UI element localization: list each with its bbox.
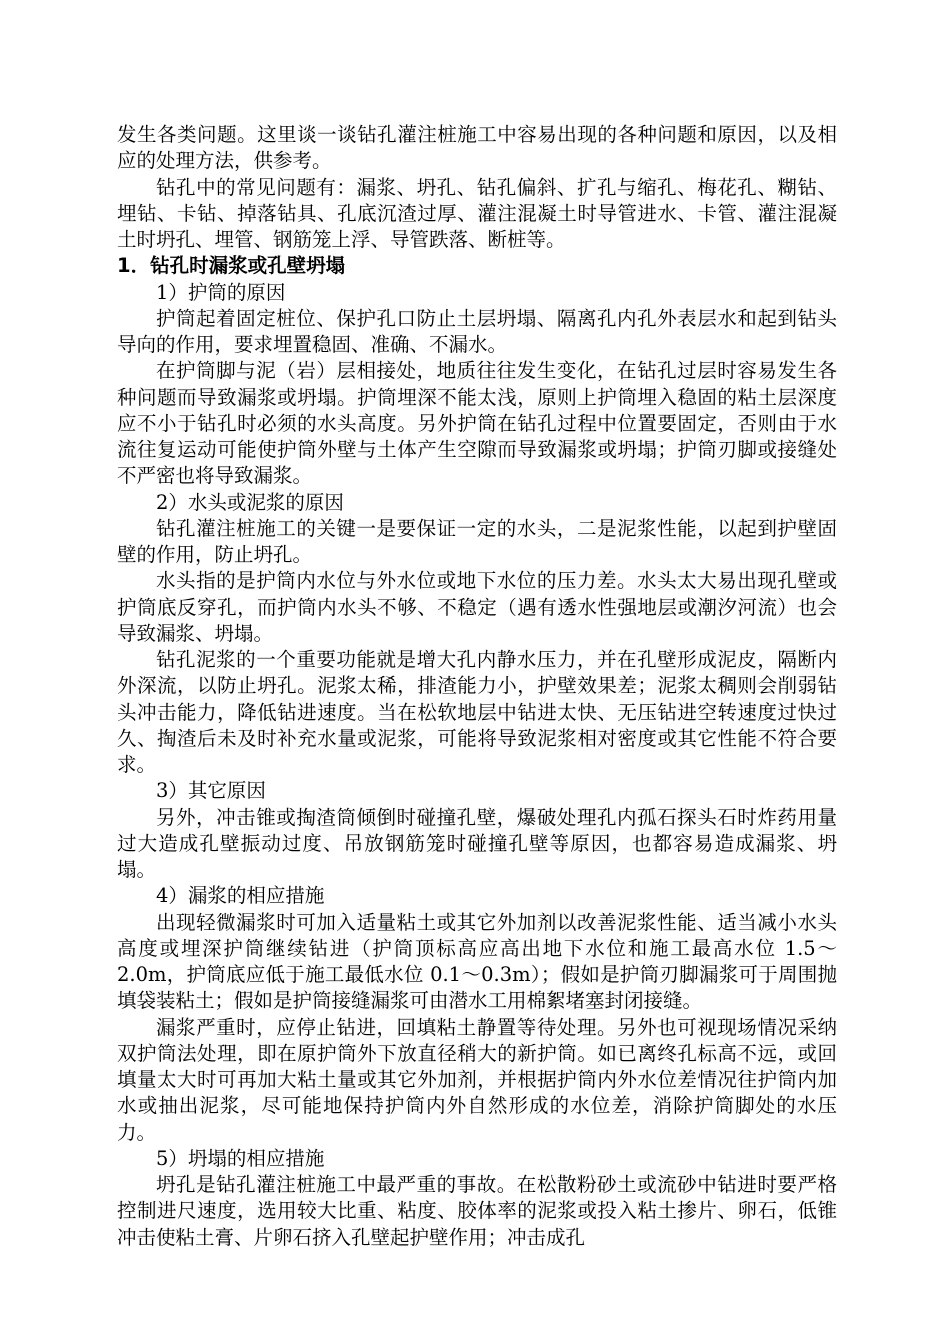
paragraph-severe-leakage: 漏浆严重时，应停止钻进，回填粘土静置等待处理。另外也可视现场情况采纳双护筒法处理，即在原护筒外下放直径稍大的新护筒。如已离终孔标高不远，或回填量太大时可再加大粘土量或其它外加剂，并根据护筒内外水位差情况往护筒内加水或抽出泥浆，尽可能地保持护筒内外自然形成的水位差，消除护筒脚处的水压力。 (117, 1015, 837, 1144)
paragraph-casing-depth: 在护筒脚与泥（岩）层相接处，地质往往发生变化，在钻孔过层时容易发生各种问题而导致漏浆或坍塌。护筒埋深不能太浅，原则上护筒埋入稳固的粘土层深度应不小于钻孔时必须的水头高度。另外护筒在钻孔过程中位置要固定，否则由于水流往复运动可能使护筒外壁与土体产生空隙而导致漏浆或坍塌；护筒刃脚或接缝处不严密也将导致漏浆。 (117, 359, 837, 488)
paragraph-intro-continued: 发生各类问题。这里谈一谈钻孔灌注桩施工中容易出现的各种问题和原因，以及相应的处理方法，供参考。 (117, 123, 837, 173)
document-body (117, 122, 837, 1251)
paragraph-casing-role: 护筒起着固定桩位、保护孔口防止土层坍塌、隔离孔内孔外表层水和起到钻头导向的作用，要求埋置稳固、准确、不漏水。 (117, 306, 837, 356)
subheading-head-mud-cause: 2）水头或泥浆的原因 (156, 490, 344, 514)
paragraph-key-points: 钻孔灌注桩施工的关键一是要保证一定的水头，二是泥浆性能，以起到护壁固壁的作用，防止坍孔。 (117, 516, 837, 566)
subheading-other-causes: 3）其它原因 (156, 779, 266, 803)
paragraph-collapse: 坍孔是钻孔灌注桩施工中最严重的事故。在松散粉砂土或流砂中钻进时要严格控制进尺速度，选用较大比重、粘度、胶体率的泥浆或投入粘土掺片、卵石，低锥冲击使粘土膏、片卵石挤入孔壁起护壁作用；冲击成孔 (117, 1173, 837, 1249)
paragraph-minor-leakage: 出现轻微漏浆时可加入适量粘土或其它外加剂以改善泥浆性能、适当减小水头高度或埋深护筒继续钻进（护筒顶标高应高出地下水位和施工最高水位 1.5～2.0m，护筒底应低于施工最低水位 0.1～0.3m）；假如是护筒刃脚漏浆可于周围抛填袋装粘土；假如是护筒接缝漏浆可由潜水工用棉絮堵塞封闭接缝。 (117, 910, 837, 1013)
paragraph-common-problems: 钻孔中的常见问题有：漏浆、坍孔、钻孔偏斜、扩孔与缩孔、梅花孔、糊钻、埋钻、卡钻、掉落钻具、孔底沉渣过厚、灌注混凝土时导管进水、卡管、灌注混凝土时坍孔、埋管、钢筋笼上浮、导管跌落、断桩等。 (117, 175, 837, 251)
paragraph-water-head: 水头指的是护筒内水位与外水位或地下水位的压力差。水头太大易出现孔壁或护筒底反穿孔，而护筒内水头不够、不稳定（遇有透水性强地层或潮汐河流）也会导致漏浆、坍塌。 (117, 569, 837, 645)
subheading-collapse-measures: 5）坍塌的相应措施 (156, 1146, 325, 1170)
paragraph-other-causes: 另外，冲击锥或掏渣筒倾倒时碰撞孔壁，爆破处理孔内孤石探头石时炸药用量过大造成孔壁振动过度、吊放钢筋笼时碰撞孔壁等原因，也都容易造成漏浆、坍塌。 (117, 805, 837, 881)
subheading-casing-cause: 1）护筒的原因 (156, 280, 286, 304)
paragraph-mud-function: 钻孔泥浆的一个重要功能就是增大孔内静水压力，并在孔壁形成泥皮，隔断内外深流，以防止坍孔。泥浆太稀，排渣能力小，护壁效果差；泥浆太稠则会削弱钻头冲击能力，降低钻进速度。当在松软地层中钻进太快、无压钻进空转速度过快过久、掏渣后未及时补充水量或泥浆，可能将导致泥浆相对密度或其它性能不符合要求。 (117, 648, 837, 776)
subheading-leakage-measures: 4）漏浆的相应措施 (156, 884, 325, 908)
section-heading-leakage-collapse: 1．钻孔时漏浆或孔壁坍塌 (117, 254, 346, 278)
